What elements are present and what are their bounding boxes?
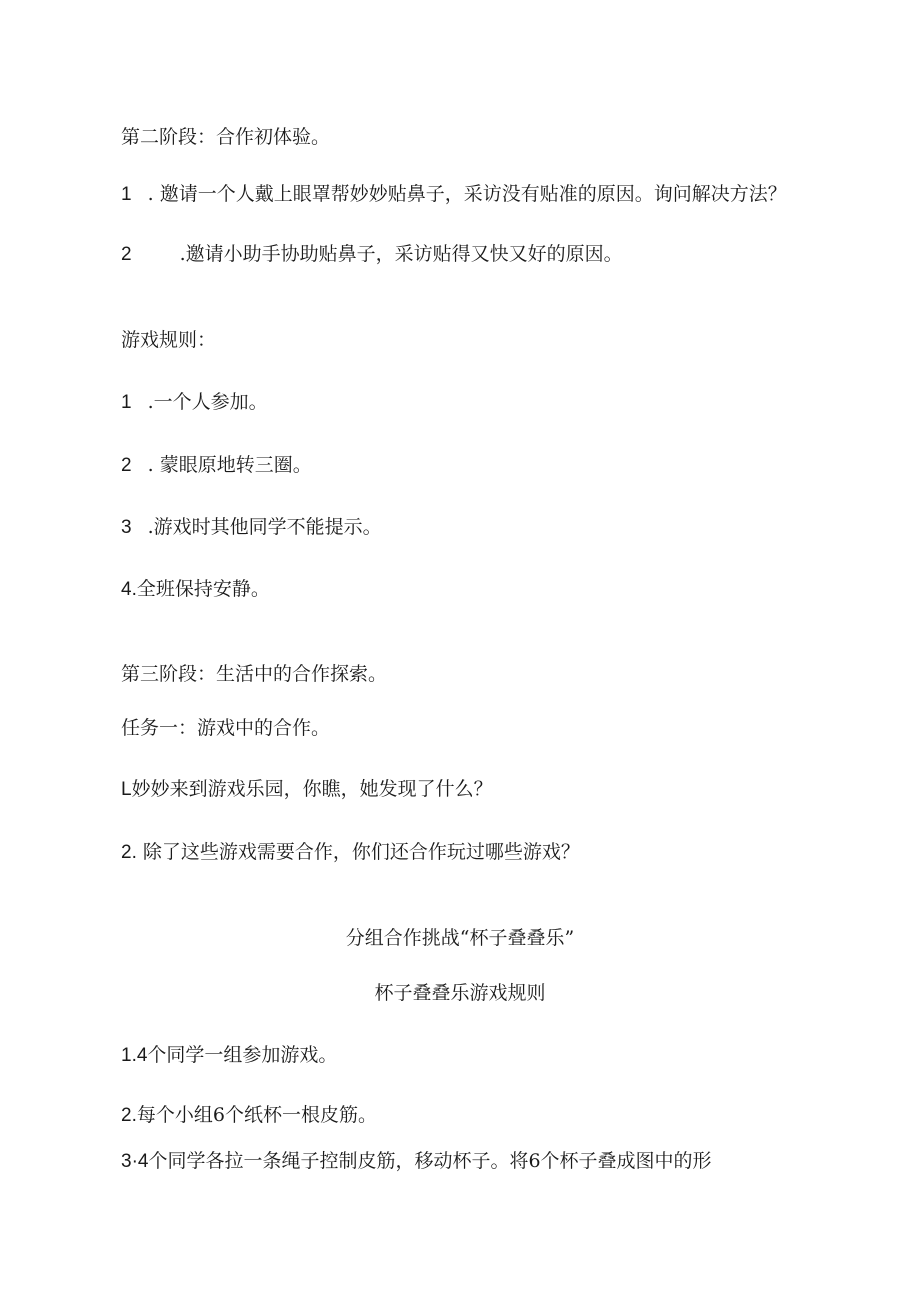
cup-rule-1 (121, 1046, 337, 1065)
item-text: 个同学各拉一条绳子控制皮筋，移动杯子。将6个杯子叠成图中的形 (148, 1150, 712, 1172)
item-number: 3·4 (121, 1151, 149, 1172)
item-number: 1.4 (121, 1045, 148, 1066)
item-number: 4. (121, 579, 137, 600)
item-number: 2. (121, 1105, 137, 1126)
game-rule-2 (121, 456, 312, 475)
stage2-item-1 (121, 185, 787, 204)
item-text: .一个人参加。 (147, 391, 268, 413)
item-text: .邀请小助手协助贴鼻子，采访贴得又快又好的原因。 (179, 243, 623, 265)
game-rule-3 (121, 518, 382, 537)
item-text: 妙妙来到游戏乐园，你瞧，她发现了什么？ (131, 778, 493, 800)
item-text: 除了这些游戏需要合作，你们还合作玩过哪些游戏？ (136, 841, 580, 863)
cup-rule-3 (121, 1152, 712, 1171)
item-number: 2 (121, 244, 132, 265)
item-number: 3 (121, 517, 132, 538)
item-text: . 蒙眼原地转三圈。 (147, 454, 312, 476)
game-rules-heading: 游戏规则： (121, 329, 217, 351)
game-rule-4 (121, 580, 270, 599)
item-number: L (121, 779, 132, 800)
cup-rule-2 (121, 1106, 377, 1125)
stage3-heading: 第三阶段：生活中的合作探索。 (121, 663, 388, 685)
item-text: 个同学一组参加游戏。 (147, 1044, 338, 1066)
item-text: 全班保持安静。 (136, 578, 270, 600)
stage2-heading: 第二阶段：合作初体验。 (121, 126, 331, 148)
cup-game-subtitle: 杯子叠叠乐游戏规则 (374, 982, 546, 1004)
item-text: 每个小组6个纸杯一根皮筋。 (136, 1104, 377, 1126)
stage3-item-2 (121, 843, 580, 862)
game-rule-1 (121, 393, 268, 412)
item-text: . 邀请一个人戴上眼罩帮妙妙贴鼻子，采访没有贴准的原因。询问解决方法？ (147, 183, 787, 205)
item-number: 1 (121, 184, 132, 205)
item-number: 2. (121, 842, 137, 863)
item-number: 2 (121, 455, 132, 476)
stage2-item-2 (121, 245, 623, 264)
task1-heading: 任务一：游戏中的合作。 (121, 717, 331, 739)
item-text: .游戏时其他同学不能提示。 (147, 516, 382, 538)
cup-game-title: 分组合作挑战“杯子叠叠乐” (345, 927, 575, 949)
stage3-item-1 (121, 780, 493, 799)
item-number: 1 (121, 392, 132, 413)
